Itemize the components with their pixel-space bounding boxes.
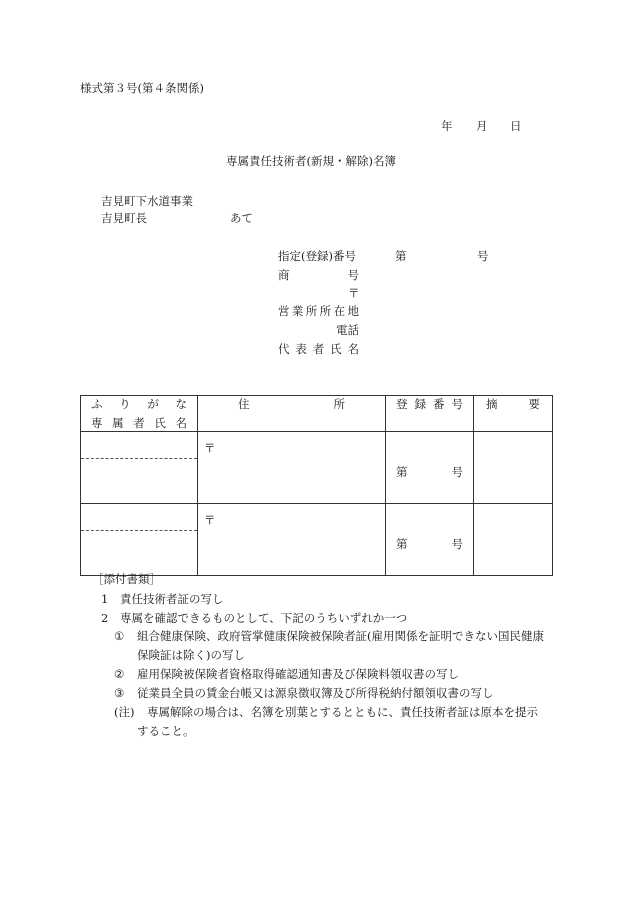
postal-mark: 〒 bbox=[348, 286, 360, 300]
address-cell bbox=[198, 504, 386, 576]
date-day: 日 bbox=[510, 119, 522, 133]
furigana-divider bbox=[81, 458, 197, 459]
designation-no-suffix: 号 bbox=[477, 249, 489, 263]
reg-no-cell: 第 号 bbox=[386, 504, 474, 576]
header-reg-no: 登 録 番 号 bbox=[386, 396, 474, 432]
furigana-divider bbox=[81, 530, 197, 531]
document-title: 専属責任技術者(新規・解除)名簿 bbox=[226, 154, 396, 168]
registry-table bbox=[80, 395, 553, 576]
remarks-cell bbox=[474, 432, 553, 504]
address-cell bbox=[198, 432, 386, 504]
header-member-name: 専 属 者 氏 名 bbox=[91, 416, 187, 430]
phone-label: 電話 bbox=[336, 323, 359, 337]
designation-no-prefix: 第 bbox=[395, 249, 407, 263]
office-address-label: 営 業 所 所 在 地 bbox=[278, 304, 359, 318]
trade-name-label: 商 号 bbox=[278, 268, 359, 282]
header-address: 住 所 bbox=[198, 396, 386, 432]
representative-label: 代 表 者 氏 名 bbox=[278, 342, 359, 356]
date-month: 月 bbox=[476, 119, 488, 133]
table-row bbox=[81, 504, 553, 576]
name-cell bbox=[81, 432, 198, 504]
table-header-row bbox=[81, 396, 553, 432]
reg-no-cell: 第 号 bbox=[386, 432, 474, 504]
form-id: 様式第３号(第４条関係) bbox=[80, 81, 204, 95]
table-row bbox=[81, 432, 553, 504]
addressee-suffix: あて bbox=[230, 211, 253, 225]
header-furigana: ふ り が な bbox=[91, 397, 187, 411]
designation-label: 指定(登録)番号 bbox=[278, 249, 356, 263]
postal-mark: 〒 bbox=[204, 441, 216, 455]
attachments-heading: ［添付書類］ bbox=[92, 572, 161, 586]
addressee-line1: 吉見町下水道事業 bbox=[101, 194, 193, 208]
name-cell bbox=[81, 504, 198, 576]
remarks-cell bbox=[474, 504, 553, 576]
date-year: 年 bbox=[441, 119, 453, 133]
postal-mark: 〒 bbox=[204, 513, 216, 527]
header-name bbox=[81, 396, 198, 432]
header-remarks: 摘 要 bbox=[474, 396, 553, 432]
addressee-line2: 吉見町長 bbox=[101, 211, 147, 225]
